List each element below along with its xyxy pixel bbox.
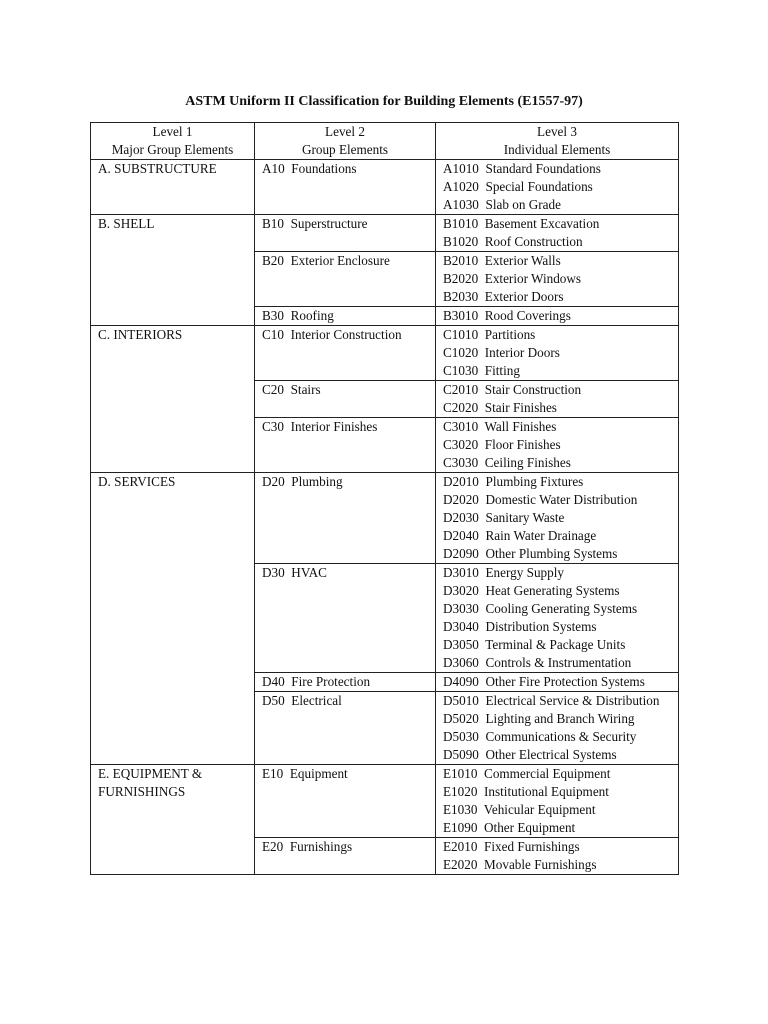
group-element-cell: [255, 838, 436, 875]
table-body: [91, 160, 679, 875]
major-group-cell: D. SERVICES: [91, 473, 255, 765]
individual-element: B3010 Rood Coverings: [443, 308, 571, 323]
individual-element: D3030 Cooling Generating Systems: [443, 601, 638, 616]
group-element-label: D40 Fire Protection: [262, 674, 371, 689]
individual-element: E1090 Other Equipment: [443, 820, 576, 835]
table-row: [91, 160, 679, 215]
individual-element: A1030 Slab on Grade: [443, 197, 561, 212]
individual-element: D5010 Electrical Service & Distribution: [443, 693, 660, 708]
individual-elements-cell: [436, 307, 679, 326]
group-element-cell: [255, 307, 436, 326]
group-element-label: C10 Interior Construction: [262, 327, 402, 342]
individual-element: E1010 Commercial Equipment: [443, 766, 611, 781]
major-group-cell: E. EQUIPMENT & FURNISHINGS: [91, 765, 255, 875]
individual-element: B2030 Exterior Doors: [443, 289, 564, 304]
individual-element: D3020 Heat Generating Systems: [443, 583, 620, 598]
header-level-3: [436, 123, 679, 160]
individual-elements-cell: [436, 326, 679, 381]
individual-element: D4090 Other Fire Protection Systems: [443, 674, 645, 689]
group-element-cell: [255, 765, 436, 838]
individual-elements-cell: [436, 473, 679, 564]
group-element-label: B30 Roofing: [262, 308, 334, 323]
individual-elements-cell: [436, 160, 679, 215]
individual-elements-cell: [436, 692, 679, 765]
individual-element: C1010 Partitions: [443, 327, 536, 342]
individual-element: E1030 Vehicular Equipment: [443, 802, 596, 817]
individual-element: C3020 Floor Finishes: [443, 437, 561, 452]
individual-element: C2020 Stair Finishes: [443, 400, 557, 415]
group-element-label: D50 Electrical: [262, 693, 342, 708]
individual-elements-cell: [436, 838, 679, 875]
group-element-label: D30 HVAC: [262, 565, 327, 580]
group-element-label: D20 Plumbing: [262, 474, 343, 489]
individual-element: D2030 Sanitary Waste: [443, 510, 565, 525]
individual-elements-cell: [436, 765, 679, 838]
individual-element: C3030 Ceiling Finishes: [443, 455, 571, 470]
individual-element: B1010 Basement Excavation: [443, 216, 600, 231]
group-element-label: B10 Superstructure: [262, 216, 368, 231]
group-element-label: B20 Exterior Enclosure: [262, 253, 390, 268]
group-element-cell: [255, 381, 436, 418]
individual-elements-cell: [436, 564, 679, 673]
header-level-1-label: Level 1: [152, 124, 193, 139]
individual-element: E2020 Movable Furnishings: [443, 857, 597, 872]
individual-element: D3040 Distribution Systems: [443, 619, 597, 634]
header-level-3-desc: Individual Elements: [503, 142, 611, 157]
group-element-label: A10 Foundations: [262, 161, 357, 176]
header-level-1: [91, 123, 255, 160]
individual-element: D3050 Terminal & Package Units: [443, 637, 626, 652]
individual-element: D2020 Domestic Water Distribution: [443, 492, 638, 507]
group-element-cell: [255, 252, 436, 307]
header-level-1-desc: Major Group Elements: [111, 142, 234, 157]
individual-element: A1010 Standard Foundations: [443, 161, 601, 176]
classification-table: [90, 122, 679, 875]
individual-element: A1020 Special Foundations: [443, 179, 593, 194]
individual-element: B1020 Roof Construction: [443, 234, 583, 249]
individual-element: C1020 Interior Doors: [443, 345, 560, 360]
group-element-cell: [255, 673, 436, 692]
group-element-cell: [255, 692, 436, 765]
individual-elements-cell: [436, 215, 679, 252]
group-element-cell: [255, 215, 436, 252]
individual-element: B2010 Exterior Walls: [443, 253, 561, 268]
individual-element: D5020 Lighting and Branch Wiring: [443, 711, 635, 726]
individual-elements-cell: [436, 418, 679, 473]
group-element-label: C20 Stairs: [262, 382, 321, 397]
individual-element: D5030 Communications & Security: [443, 729, 637, 744]
group-element-label: C30 Interior Finishes: [262, 419, 378, 434]
individual-element: E2010 Fixed Furnishings: [443, 839, 580, 854]
document-title: ASTM Uniform II Classification for Building Elements (E1557-97): [185, 94, 583, 109]
header-level-3-label: Level 3: [537, 124, 577, 139]
individual-element: D2040 Rain Water Drainage: [443, 528, 597, 543]
individual-element: C3010 Wall Finishes: [443, 419, 557, 434]
header-level-2-desc: Group Elements: [301, 142, 389, 157]
group-element-cell: [255, 160, 436, 215]
individual-element: D3060 Controls & Instrumentation: [443, 655, 632, 670]
group-element-cell: [255, 418, 436, 473]
header-level-2: [255, 123, 436, 160]
individual-element: D2010 Plumbing Fixtures: [443, 474, 584, 489]
table-row: [91, 326, 679, 381]
group-element-cell: [255, 473, 436, 564]
individual-element: D5090 Other Electrical Systems: [443, 747, 617, 762]
header-level-2-label: Level 2: [325, 124, 365, 139]
table-row: [91, 473, 679, 564]
individual-element: C2010 Stair Construction: [443, 382, 582, 397]
major-group-cell: C. INTERIORS: [91, 326, 255, 473]
group-element-label: E10 Equipment: [262, 766, 348, 781]
group-element-cell: [255, 326, 436, 381]
individual-element: E1020 Institutional Equipment: [443, 784, 609, 799]
individual-element: C1030 Fitting: [443, 363, 520, 378]
individual-elements-cell: [436, 252, 679, 307]
table-row: [91, 215, 679, 252]
table-header-row: [91, 123, 679, 160]
major-group-cell: B. SHELL: [91, 215, 255, 326]
individual-elements-cell: [436, 381, 679, 418]
individual-element: B2020 Exterior Windows: [443, 271, 582, 286]
individual-element: D2090 Other Plumbing Systems: [443, 546, 618, 561]
group-element-label: E20 Furnishings: [262, 839, 353, 854]
group-element-cell: [255, 564, 436, 673]
individual-element: D3010 Energy Supply: [443, 565, 565, 580]
individual-elements-cell: [436, 673, 679, 692]
table-row: [91, 765, 679, 838]
major-group-cell: A. SUBSTRUCTURE: [91, 160, 255, 215]
